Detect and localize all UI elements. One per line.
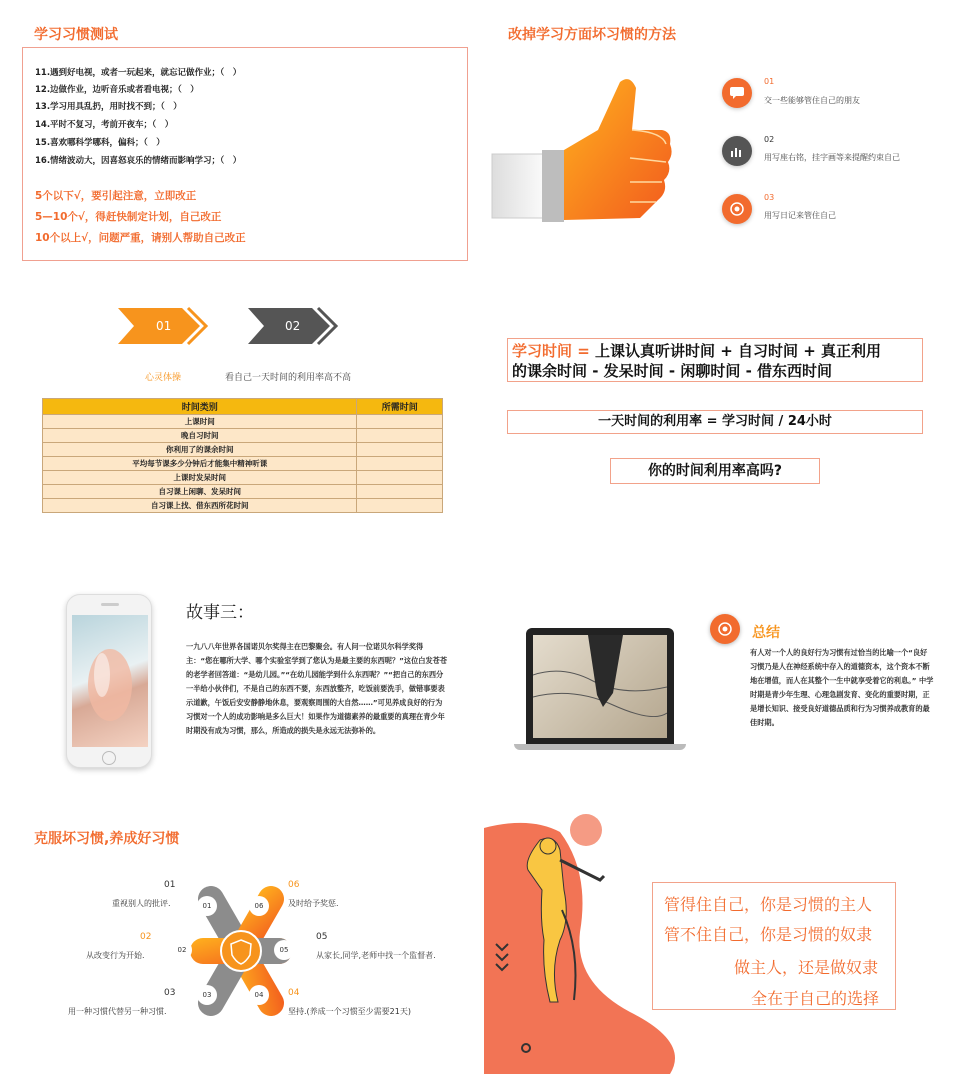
formula-label: 学习时间 =	[512, 342, 596, 360]
item-text: 重视别人的批评.	[112, 899, 171, 908]
formula-text-line2: 的课余时间 - 发呆时间 - 闲聊时间 - 借东西时间	[512, 362, 833, 380]
slide-fix-habits	[480, 0, 960, 270]
table-row	[43, 471, 443, 485]
slide-title: 学习习惯测试	[34, 27, 118, 43]
summary-text: 有人对一个人的良好行为习惯有过恰当的比喻一个“良好习惯乃是人在神经系统中存入的道德资本，这个资本不断地在增值，而人在其整个一生中就享受着它的利息。” 中学时期是青少年生理、心理急剧发育、变化的重要时期，正是增长知识、接受良好道德品质和行为习惯养成教育的最佳时期。	[750, 648, 934, 727]
question-item: 13.学习用具乱扔，用时找不到；（ ）	[35, 102, 182, 112]
petal-number: 03	[197, 985, 217, 1005]
time-table	[42, 398, 443, 513]
arrow-step-1-label: 01	[156, 319, 172, 333]
table-cell: 晚自习时间	[43, 429, 357, 443]
formula-box	[507, 338, 923, 382]
chart-icon	[722, 136, 752, 166]
item-text: 从改变行为开始.	[86, 951, 145, 960]
table-cell: 自习课上找、借东西所花时间	[43, 499, 357, 513]
question-item: 14.平时不复习，考前开夜车；（ ）	[35, 120, 174, 130]
question-box	[22, 47, 468, 261]
item-number: 03	[164, 988, 176, 998]
petal-number: 06	[249, 896, 269, 916]
question-item: 12.边做作业，边听音乐或者看电视；（ ）	[35, 85, 199, 95]
table-cell: 平均每节课多少分钟后才能集中精神听课	[43, 457, 357, 471]
table-cell: 自习课上闲聊、发呆时间	[43, 485, 357, 499]
item-number: 02	[140, 932, 152, 942]
home-button	[102, 751, 116, 765]
item-number: 06	[288, 880, 300, 890]
hands-icon	[72, 615, 148, 747]
slide-summary	[480, 542, 960, 812]
result-item: 5—10个√，得赶快制定计划，自己改正	[35, 211, 222, 223]
table-row	[43, 443, 443, 457]
item-number: 03	[764, 193, 775, 202]
petal-number: 04	[249, 985, 269, 1005]
hand-washing-image	[72, 615, 148, 747]
story-text: 一九八八年世界各国诺贝尔奖得主在巴黎聚会。有人问一位诺贝尔科学奖得主：“您在哪所大学、哪个实验室学到了您认为是最主要的东西呢？”这位白发苍苍的老学者回答道：“是幼儿园。”“在幼儿园能学到什么东西呢？”“把自己的东西分一半给小伙伴们，不是自己的东西不要，东西放整齐，吃饭前要洗手，做错事要表示道歉，午饭后安安静静地休息，要观察周围的大自然……”可见养成良好的行为习惯对一个人的成功影响是多么巨大！如果作为道德素养的最重要的真理在青少年时期没有成为习惯，那么，所造成的损失是永远无法弥补的。	[186, 642, 448, 735]
story-title: 故事三：	[186, 603, 254, 623]
table-cell: 上课时发呆时间	[43, 471, 357, 485]
table-cell: 上课时间	[43, 415, 357, 429]
slide-story-three	[0, 542, 480, 812]
item-number: 01	[764, 77, 775, 86]
phone-mockup	[66, 594, 152, 768]
rate-box: 一天时间的利用率 = 学习时间 / 24小时	[507, 410, 923, 434]
quote-line: 全在于自己的选择	[751, 989, 880, 1008]
result-item: 10个以上√，问题严重，请别人帮助自己改正	[35, 232, 246, 244]
quote-line: 做主人，还是做奴隶	[734, 958, 879, 977]
slide-title: 克服坏习惯,养成好习惯	[34, 831, 180, 847]
quote-line: 管不住自己，你是习惯的奴隶	[664, 925, 873, 944]
phone-speaker	[101, 603, 119, 606]
item-text: 用写座右铭，挂字画等来提醒约束自己	[764, 153, 900, 162]
slide-habit-test	[0, 0, 480, 270]
item-text: 及时给予奖惩.	[288, 899, 339, 908]
step-2-caption: 看自己一天时间的利用率高不高	[225, 373, 352, 383]
item-number: 02	[764, 135, 775, 144]
table-row	[43, 429, 443, 443]
arrow-step-2-label: 02	[285, 319, 301, 333]
petal-number: 02	[172, 940, 192, 960]
slide-time-formula	[480, 272, 960, 542]
petal-number: 05	[274, 940, 294, 960]
table-row	[43, 457, 443, 471]
item-text: 交一些能够管住自己的朋友	[764, 96, 860, 105]
table-header: 所需时间	[357, 399, 443, 415]
formula-text: 上课认真听讲时间 + 自习时间 + 真正利用	[595, 342, 882, 360]
target-icon	[722, 194, 752, 224]
item-text: 用一种习惯代替另一种习惯.	[68, 1007, 167, 1016]
table-cell: 你利用了的课余时间	[43, 443, 357, 457]
question-item: 16.情绪波动大，因喜怒哀乐的情绪而影响学习；（ ）	[35, 156, 242, 166]
item-text: 坚持.(养成一个习惯至少需要21天)	[288, 1007, 411, 1016]
item-number: 01	[164, 880, 176, 890]
summary-title: 总结	[752, 625, 780, 641]
chat-icon	[722, 78, 752, 108]
target-icon	[710, 614, 740, 644]
slide-overcome-habits	[0, 812, 480, 1084]
table-row	[43, 415, 443, 429]
item-text: 从家长,同学,老师中找一个监督者.	[316, 951, 436, 960]
laptop-base	[514, 744, 686, 750]
item-number: 05	[316, 932, 328, 942]
pen-writing-image	[533, 635, 667, 738]
table-header: 时间类别	[43, 399, 357, 415]
question-box: 你的时间利用率高吗?	[610, 458, 820, 484]
item-text: 用写日记来管住自己	[764, 211, 836, 220]
question-item: 11.遇到好电视，或者一玩起来，就忘记做作业；（ ）	[35, 68, 242, 78]
fountain-pen-icon	[533, 635, 667, 738]
quote-line: 管得住自己，你是习惯的主人	[664, 895, 873, 914]
laptop-screen	[526, 628, 674, 744]
result-item: 5个以下√，要引起注意，立即改正	[35, 190, 197, 202]
table-row	[43, 485, 443, 499]
thumbs-up-icon	[490, 70, 690, 230]
item-number: 04	[288, 988, 300, 998]
table-row	[43, 499, 443, 513]
step-1-caption: 心灵体操	[145, 373, 182, 383]
petal-number: 01	[197, 896, 217, 916]
question-item: 15.喜欢哪科学哪科，偏科；（ ）	[35, 138, 165, 148]
dancing-figure-icon	[500, 830, 620, 1010]
slide-title: 改掉学习方面坏习惯的方法	[508, 27, 676, 43]
slide-time-table	[0, 272, 480, 542]
slide-master-or-slave	[480, 812, 960, 1084]
